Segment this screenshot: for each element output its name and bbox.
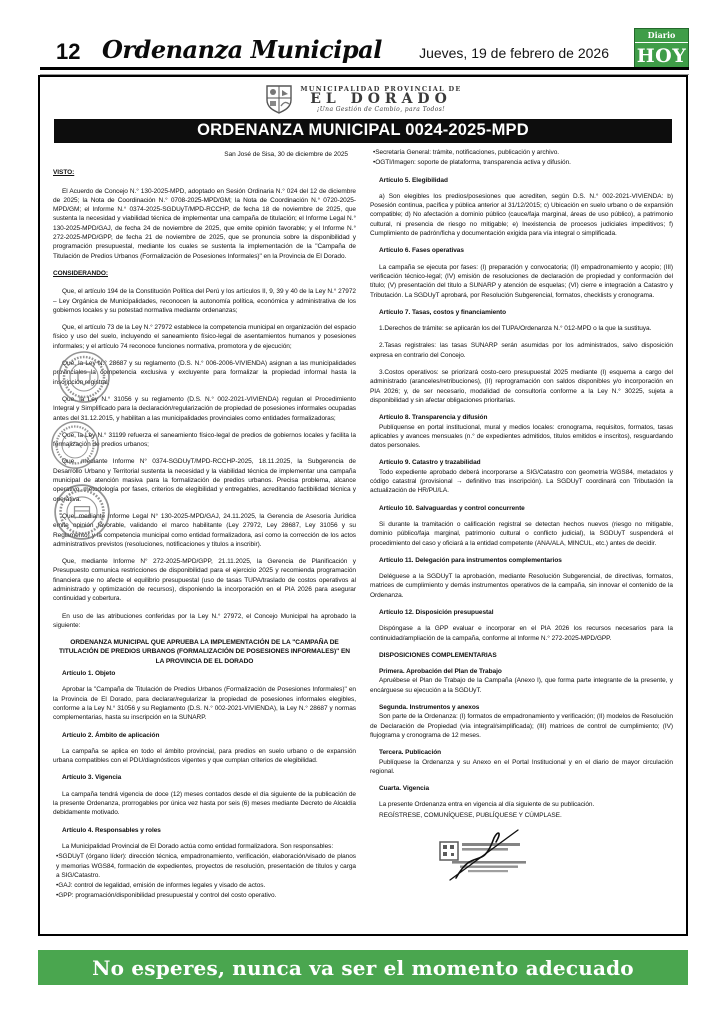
page-header	[40, 30, 689, 70]
article-9-paragraph: Todo expediente aprobado deberá incorporarse a SIG/Catastro con geometría WGS84, metadatos y código catastral (provisional → definitivo tras inscripción). La SGDUyT coordinará con Tributación la actualización de HR/PU/LA.	[370, 468, 673, 495]
article-1-heading: Artículo 1. Objeto	[62, 670, 116, 678]
article-2-heading: Artículo 2. Ámbito de aplicación	[62, 731, 160, 739]
first-provision-heading: Primera. Aprobación del Plan de Trabajo	[379, 668, 502, 676]
responsible-item: •SGDUyT (órgano líder): dirección técnica, empadronamiento, verificación, elaboración/visado de planos y memorias WGS84, formación de expedientes, proyectos de resolución, presentación de títulos y carga a SIG/Catastro.	[56, 853, 356, 879]
article-3-paragraph: La campaña tendrá vigencia de doce (12) meses contados desde el día siguiente de la publicación de la presente Ordenanza, prorrogables por única vez hasta por seis (6) meses mediante Decreto de Alcaldía debidamente motivado.	[53, 790, 356, 817]
complementary-provisions-heading: DISPOSICIONES COMPLEMENTARIAS	[379, 651, 497, 659]
header-divider	[40, 67, 689, 75]
considerando-heading: CONSIDERANDO:	[53, 269, 108, 277]
responsible-item: •GAJ: control de legalidad, emisión de informes legales y visado de actos.	[56, 882, 266, 890]
article-7-item: 2.Tasas registrales: las tasas SUNARP serán asumidas por los administrados, salvo disposición expresa en contrario del Concejo.	[370, 342, 673, 359]
article-8-heading: Artículo 8. Transparencia y difusión	[379, 414, 488, 422]
closing-formula: REGÍSTRESE, COMUNÍQUESE, PUBLÍQUESE Y CÚMPLASE.	[379, 811, 562, 819]
article-7-item: 3.Costos operativos: se priorizará costo-cero presupuestal 2025 mediante (I) esquema a cargo del administrado (aranceles/retribuciones), (II) reprogramación con saldos disponibles y/o incorporación en PIA 2026; y, de ser necesario, modalidad de consultoría conforme a la Ley N.° 30225, sujeta a disponibilidad y sin afectar obligaciones prioritarias.	[370, 369, 673, 404]
fourth-provision-paragraph: La presente Ordenanza entra en vigencia al día siguiente de su publicación.	[379, 801, 595, 809]
third-provision-paragraph: Publíquese la Ordenanza y su Anexo en el Portal Institucional y en el diario de mayor circulación regional.	[370, 758, 673, 775]
ordinance-document	[38, 75, 688, 936]
article-8-paragraph: Publíquense en portal institucional, mural y medios locales: cronograma, requisitos, formatos, tasas aplicables y avances mensuales (n.° de expedientes admitidos, títulos emitidos e inscritos), resguardando datos personales.	[370, 423, 673, 450]
footer-banner	[38, 950, 688, 985]
article-6-heading: Artículo 6. Fases operativas	[379, 247, 464, 255]
page-number: 12	[56, 39, 81, 64]
fourth-provision-heading: Cuarta. Vigencia	[379, 785, 430, 793]
considerando-paragraph: Que, la Ley N.° 31056 y su reglamento (D.S. N.° 002-2021-VIVIENDA) regulan el Procedimiento Integral y Simplificado para la declaración/regularización de propiedad de posesiones informales ocupadas antes del 31.12.2015, y habilitan a las municipalidades provinciales como entidades formalizadoras;	[53, 395, 356, 422]
diario-hoy-logo	[634, 28, 689, 70]
municipality-tagline: ¡Una Gestión de Cambio, para Todos!	[316, 105, 446, 113]
considerando-paragraph: Que, el artículo 73 de la Ley N.° 27972 establece la competencia municipal en organización del espacio físico y uso del suelo, incluyendo el saneamiento físico-legal de asentamientos humanos y posesiones informales; y el artículo 74 reconoce funciones normativa, promotora y de ejecución;	[53, 324, 356, 350]
section-title: Ordenanza Municipal	[102, 35, 382, 64]
round-seal-icon	[57, 350, 111, 409]
considerando-paragraph: Que, mediante Informe N° 0374-SGDUyT/MPD-RCCHP-2025, 18.11.2025, la Subgerencia de Desarrollo Urbano y Territorial sustenta la necesidad y la viabilidad técnica de implementar una campaña municipal de atención masiva para la formalización de predios urbanos. Precisa problema, alcance operativo, metodología por fases, criterios de elegibilidad y entregables, acreditando factibilidad técnica y operativa.	[53, 458, 356, 503]
article-6-paragraph: La campaña se ejecuta por fases: (I) preparación y convocatoria; (II) empadronamiento y acopio; (III) verificación técnico-legal; (IV) emisión de resoluciones de declaración de propiedad y conformación del título; (V) presentación del título a SUNARP y atención de esquelas; (VI) cierre e integración a Catastro y Tributación. La SGDUyT aprobará, por Resolución Subgerencial, formatos, checklists y cronograma.	[370, 263, 673, 299]
article-5-heading: Artículo 5. Elegibilidad	[379, 176, 448, 184]
considerando-paragraph: Que, el artículo 194 de la Constitución Política del Perú y los artículos II, 9, 39 y 40 de la Ley N.° 27972 – Ley Orgánica de Municipalidades, reconocen la autonomía política, económica y administrativa de los gobiernos locales y su potestad normativa mediante ordenanzas;	[53, 288, 356, 314]
issue-date: Jueves, 19 de febrero de 2026	[419, 45, 609, 61]
municipality-super-title: MUNICIPALIDAD PROVINCIAL DE	[300, 84, 462, 93]
considerando-paragraph: Que, mediante Informe N° 272-2025-MPD/GPP, 21.11.2025, la Gerencia de Planificación y Presupuesto comunica restricciones de disponibilidad para el ejercicio 2025 y recomienda programación financiera que no afecte el equilibrio presupuestal (uso de tasas TUPA/traslado de costos operativos al administrado y optimización de recursos), disponiendo la incorporación en el PIA 2026 para asegurar continuidad y cobertura.	[53, 558, 356, 603]
article-9-heading: Artículo 9. Catastro y trazabilidad	[379, 459, 481, 467]
article-12-heading: Artículo 12. Disposición presupuestal	[379, 608, 494, 616]
enabling-clause: En uso de las atribuciones conferidas por la Ley N.° 27972, el Concejo Municipal ha aprobado la siguiente:	[53, 612, 356, 629]
article-11-paragraph: Deléguese a la SGDUyT la aprobación, mediante Resolución Subgerencial, de directivas, formatos, matrices de cumplimiento y demás instrumentos operativos de la campaña, sin innovar el contenido de la Ordenanza.	[370, 573, 673, 599]
municipal-coat-of-arms-icon	[264, 84, 294, 114]
article-10-heading: Artículo 10. Salvaguardas y control concurrente	[379, 504, 525, 512]
article-3-heading: Artículo 3. Vigencia	[62, 774, 122, 782]
brand-name-label: HOY	[636, 45, 687, 67]
article-10-paragraph: Si durante la tramitación o calificación registral se detectan hechos nuevos (riesgo no mitigable, dominio público/faja marginal, patrimonio cultural o conflicto judicial), la SGDUyT suspenderá el procedimiento del caso y oficiará a la entidad competente (ANA/ALA, MINCUL, etc.) antes de decidir.	[370, 520, 673, 547]
ordinance-title-bar: ORDENANZA MUNICIPAL 0024-2025-MPD	[54, 119, 672, 143]
round-seal-icon	[53, 483, 111, 546]
dateline: San José de Sisa, 30 de diciembre de 2025	[224, 151, 348, 158]
second-provision-paragraph: Son parte de la Ordenanza: (I) formatos de empadronamiento y verificación; (II) modelos de Resolución de Declaración de Propiedad (vía integral/simplificada); (III) matrices de control de cumplimiento; (IV) flujograma y cronograma de 12 meses.	[370, 713, 673, 739]
responsible-item: •GPP: programación/disponibilidad presupuestal y control del costo operativo.	[56, 892, 277, 900]
article-1-paragraph: Aprobar la "Campaña de Titulación de Predios Urbanos (Formalización de Posesiones Informales)" en la Provincia de El Dorado, para declarar/regularizar la propiedad de posesiones informales elegibles, conforme a la Ley N.° 31056 y su Reglamento (D.S. N.° 002-2021-VIVIENDA), la Ley N.° 28687 y normas complementarias, hasta su inscripción en la SUNARP.	[53, 686, 356, 722]
responsible-item: •OGTI/Imagen: soporte de plataforma, transparencia activa y difusión.	[373, 159, 571, 167]
municipality-masthead	[53, 82, 673, 115]
article-2-paragraph: La campaña se aplica en todo el ámbito provincial, para predios en suelo urbano o de expansión urbana compatibles con el PDU/diagnósticos vigentes y que cumplan criterios de elegibilidad.	[53, 747, 356, 765]
footer-banner-text: No esperes, nunca va ser el momento adecuado	[92, 955, 634, 980]
article-12-paragraph: Dispóngase a la GPP evaluar e incorporar en el PIA 2026 los recursos necesarios para la continuidad/ampliación de la campaña, conforme al Informe N.° 272-2025-MPD/GPP.	[370, 625, 673, 642]
article-7-heading: Artículo 7. Tasas, costos y financiamiento	[379, 308, 507, 316]
article-4-heading: Artículo 4. Responsables y roles	[62, 826, 161, 834]
ordinance-long-title: ORDENANZA MUNICIPAL QUE APRUEBA LA IMPLEMENTACIÓN DE LA "CAMPAÑA DE TITULACIÓN DE PREDIOS URBANOS (FORMALIZACIÓN DE POSESIONES INFORMALES)" EN LA PROVINCIA DE EL DORADO	[58, 639, 351, 665]
document-columns	[53, 148, 673, 909]
second-provision-heading: Segunda. Instrumentos y anexos	[379, 704, 480, 712]
municipality-name-block	[300, 85, 461, 113]
article-11-heading: Artículo 11. Delegación para instrumentos complementarios	[379, 556, 562, 564]
third-provision-heading: Tercera. Publicación	[379, 749, 442, 757]
article-7-item: 1.Derechos de trámite: se aplicarán los del TUPA/Ordenanza N.° 012-MPD o la que la sustituya.	[379, 325, 652, 333]
considerando-paragraph: Que, la Ley N.° 31199 refuerza el saneamiento físico-legal de predios de gobiernos locales y facilita la formalización de predios urbanos;	[53, 431, 356, 449]
considerando-paragraph: Que, la Ley N.° 28687 y su reglamento (D.S. N.° 006-2006-VIVIENDA) asignan a las municipalidades provinciales la competencia exclusiva y excluyente para formalizar la propiedad informal hasta la inscripción registral;	[53, 360, 356, 386]
municipality-name: EL DORADO	[310, 90, 452, 107]
round-seal-icon	[50, 420, 100, 475]
visto-heading: VISTO:	[53, 169, 75, 177]
visto-paragraph: El Acuerdo de Concejo N.° 130-2025-MPD, adoptado en Sesión Ordinaria N.° 024 del 12 de diciembre de 2025; la Nota de Coordinación N.° 0708-2025-MPD/GM; la Nota de Coordinación N.° 0720-2025-MPD/GM; el Informe N.° 0374-2025-SGDUyT/MPD-RCCHP, de fecha 18 de noviembre de 2025, que sustenta la necesidad y viabilidad técnica de implementar una campaña de titulación; el Informe Legal N.° 130-2025-MPD/GAJ, de fecha 24 de noviembre de 2025, que emite opinión favorable; y el Informe N.° 272-2025-MPD/GPP, de fecha 21 de noviembre de 2025, que se pronuncia sobre la disponibilidad y programación presupuestal, mediante los cuales se sustenta la implementación de la "Campaña de Titulación de Predios Urbanos (Formalización de Posesiones Informales)" en la Provincia de El Dorado.	[53, 187, 356, 260]
considerando-paragraph: Que, mediante Informe Legal N° 130-2025-MPD/GAJ, 24.11.2025, la Gerencia de Asesoría Jurídica emite opinión favorable, validando el marco habilitante (Ley 27972, Ley 28687, Ley 31056 y su Reglamento) y la competencia municipal como entidad formalizadora, así como la corrección de los actos administrativos previstos (resoluciones, notificaciones y títulos a inscribir).	[53, 512, 356, 548]
brand-top-label: Diario	[635, 29, 688, 43]
right-column	[370, 148, 673, 909]
article-5-paragraph: a) Son elegibles los predios/posesiones que acrediten, según D.S. N.° 002-2021-VIVIENDA: b) Posesión continua, pacífica y pública anterior al 31/12/2015; c) Ubicación en suelo urbano o de expansión compatible; d) No afectación a dominio público (cauce/faja marginal, áreas de uso público), a patrimonio cultural, ni presencia de riesgo no mitigable; e) Inexistencia de procesos judiciales impeditivos; f) Cumplimiento de padrón/ficha y documentación exigida para vía integral o simplificada.	[370, 192, 673, 238]
responsible-item: •Secretaría General: trámite, notificaciones, publicación y archivo.	[373, 149, 560, 156]
signature-stamp	[422, 828, 673, 882]
article-4-paragraph: La Municipalidad Provincial de El Dorado actúa como entidad formalizadora. Son responsables:	[62, 842, 334, 850]
first-provision-paragraph: Apruébese el Plan de Trabajo de la Campaña (Anexo I), que forma parte integrante de la presente, y encárguese su ejecución a la SGDUyT.	[370, 677, 673, 694]
